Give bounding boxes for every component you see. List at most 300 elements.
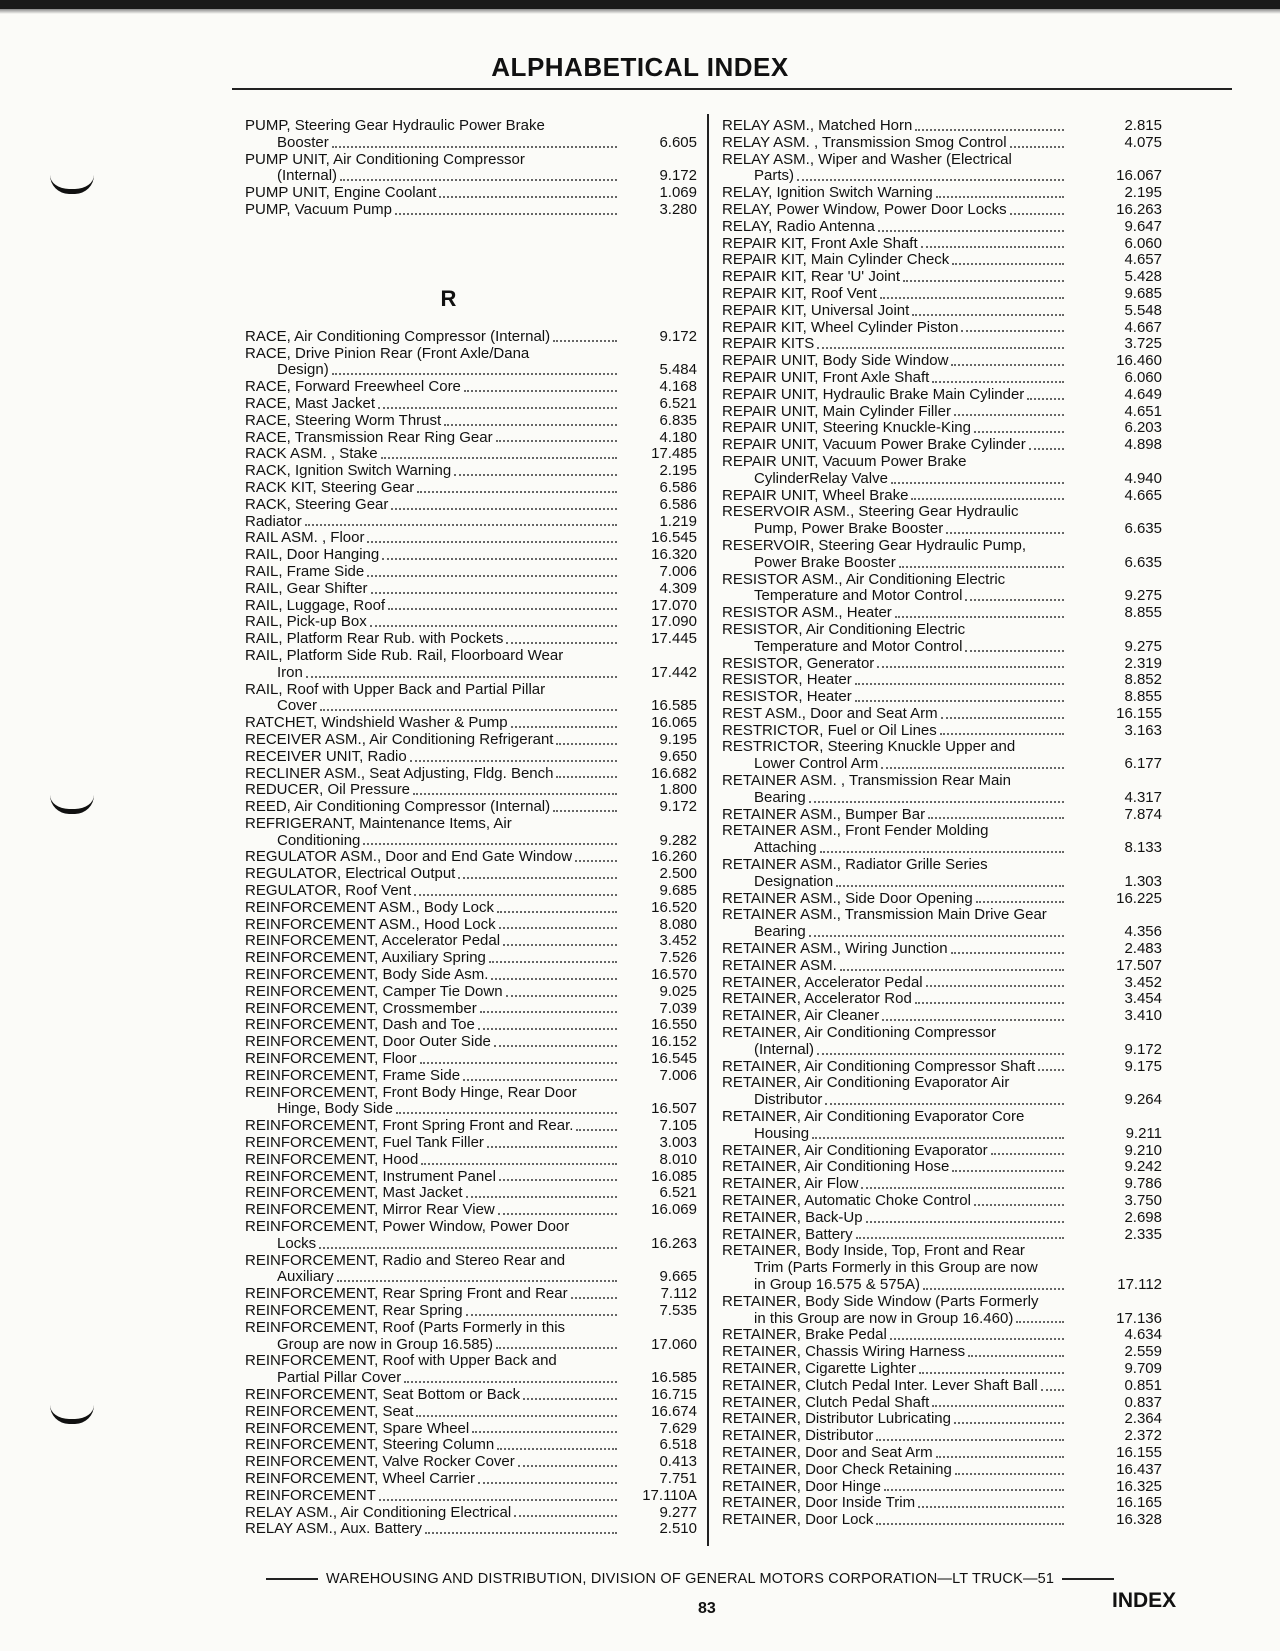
entry-page-ref: 6.177 (1124, 755, 1162, 773)
entry-page-ref: 3.454 (1124, 990, 1162, 1008)
entry-page-ref: 16.674 (651, 1402, 697, 1420)
entry-text: Bearing (754, 923, 806, 941)
entry-page-ref: 9.172 (659, 798, 697, 816)
entry-page-ref: 6.635 (1124, 553, 1162, 571)
index-entry (722, 538, 1162, 555)
dot-leader (940, 733, 1064, 735)
entry-text: RETAINER, Door Inside Trim (722, 1494, 916, 1512)
dot-leader (480, 1011, 617, 1013)
entry-text: Locks (277, 1234, 317, 1252)
dot-leader (932, 1405, 1064, 1407)
entry-page-ref: 17.112 (1117, 1275, 1162, 1293)
entry-page-ref: 9.172 (659, 167, 697, 185)
entry-page-ref: 16.545 (651, 1050, 697, 1068)
entry-page-ref: 9.685 (1124, 284, 1162, 302)
entry-text: REINFORCEMENT, Body Side Asm. (245, 966, 489, 984)
entry-text: Hinge, Body Side (277, 1100, 393, 1118)
entry-text: Temperature and Motor Control (754, 587, 963, 605)
index-entry (722, 1042, 1162, 1059)
dot-leader (974, 1204, 1064, 1206)
entry-page-ref: 8.080 (659, 915, 697, 933)
entry-page-ref: 2.372 (1124, 1427, 1162, 1445)
entry-page-ref: 4.075 (1124, 133, 1162, 151)
index-entry (722, 1227, 1162, 1244)
index-entry (245, 749, 697, 766)
index-entry (722, 1411, 1162, 1428)
entry-text: REINFORCEMENT, Wheel Carrier (245, 1469, 476, 1487)
entry-page-ref: 5.428 (1124, 268, 1162, 286)
index-entry (245, 1370, 697, 1387)
dot-leader (965, 599, 1064, 601)
entry-page-ref: 2.483 (1124, 940, 1162, 958)
dot-leader (506, 995, 617, 997)
entry-text: Temperature and Motor Control (754, 637, 963, 655)
index-entry (722, 1512, 1162, 1529)
index-entry (245, 1337, 697, 1354)
index-entry (722, 975, 1162, 992)
entry-text: RETAINER, Clutch Pedal Shaft (722, 1393, 930, 1411)
entry-page-ref: 6.586 (659, 478, 697, 496)
dot-leader (410, 760, 617, 762)
dot-leader (936, 1456, 1064, 1458)
entry-text: RESISTOR ASM., Air Conditioning Electric (722, 570, 1006, 588)
index-entry (722, 622, 1162, 639)
entry-text: REPAIR UNIT, Main Cylinder Filler (722, 402, 951, 420)
dot-leader (391, 508, 617, 510)
index-entry (722, 555, 1162, 572)
dot-leader (932, 381, 1064, 383)
dot-leader (425, 1532, 617, 1534)
entry-page-ref: 7.105 (659, 1117, 697, 1135)
dot-leader (499, 927, 617, 929)
entry-page-ref: 9.264 (1124, 1091, 1162, 1109)
entry-text: RACK, Steering Gear (245, 495, 389, 513)
index-entry (722, 1294, 1162, 1311)
index-entry (722, 336, 1162, 353)
dot-leader (965, 650, 1064, 652)
index-entry (722, 286, 1162, 303)
index-entry (722, 488, 1162, 505)
index-entry (245, 833, 697, 850)
entry-page-ref: 6.203 (1124, 419, 1162, 437)
index-entry (722, 991, 1162, 1008)
index-entry (722, 739, 1162, 756)
dot-leader (974, 431, 1064, 433)
index-entry (245, 152, 697, 169)
index-entry (245, 202, 697, 219)
dot-leader (903, 280, 1064, 282)
entry-text: RACE, Drive Pinion Rear (Front Axle/Dana (245, 344, 530, 362)
dot-leader (936, 196, 1064, 198)
index-entry (722, 756, 1162, 773)
entry-text: RETAINER ASM., Bumper Bar (722, 805, 926, 823)
dot-leader (417, 491, 617, 493)
index-entry (245, 1135, 697, 1152)
entry-page-ref: 6.060 (1124, 234, 1162, 252)
scan-top-shadow (0, 9, 1280, 14)
dot-leader (915, 129, 1064, 131)
entry-text: RETAINER ASM., Transmission Main Drive Gear (722, 906, 1047, 924)
index-entry (722, 723, 1162, 740)
dot-leader (954, 1422, 1064, 1424)
entry-page-ref: 16.437 (1116, 1460, 1162, 1478)
entry-page-ref: 8.855 (1124, 604, 1162, 622)
index-entry (722, 471, 1162, 488)
dot-leader (861, 1187, 1064, 1189)
dot-leader (553, 810, 617, 812)
index-entry (245, 883, 697, 900)
dot-leader (421, 1163, 617, 1165)
entry-text: REPAIR UNIT, Body Side Window (722, 352, 949, 370)
page-number: 83 (698, 1600, 716, 1617)
entry-text: REINFORCEMENT, Frame Side (245, 1066, 461, 1084)
dot-leader (497, 911, 617, 913)
index-entry (245, 547, 697, 564)
entry-text: RESTRICTOR, Fuel or Oil Lines (722, 721, 937, 739)
entry-page-ref: 3.750 (1124, 1192, 1162, 1209)
index-entry (722, 1395, 1162, 1412)
index-entry (722, 1462, 1162, 1479)
index-entry (722, 1059, 1162, 1076)
index-entry (722, 521, 1162, 538)
entry-text: RETAINER ASM. , Transmission Rear Main (722, 772, 1011, 790)
index-entry (245, 766, 697, 783)
dot-leader (809, 801, 1064, 803)
dot-leader (797, 179, 1064, 181)
entry-text: REINFORCEMENT, Instrument Panel (245, 1167, 496, 1185)
dot-leader (514, 1515, 617, 1517)
entry-page-ref: 2.698 (1124, 1208, 1162, 1226)
dot-leader (915, 1002, 1064, 1004)
index-entry (245, 1421, 697, 1438)
entry-page-ref: 6.586 (659, 495, 697, 513)
dot-leader (880, 297, 1064, 299)
entry-page-ref: 6.605 (659, 133, 697, 151)
entry-page-ref: 4.898 (1124, 436, 1162, 454)
index-entry (245, 1521, 697, 1538)
entry-text: RAIL, Platform Rear Rub. with Pockets (245, 630, 504, 648)
index-entry (722, 1143, 1162, 1160)
index-entry (245, 480, 697, 497)
entry-text: REINFORCEMENT, Fuel Tank Filler (245, 1134, 484, 1152)
entry-text: RETAINER, Air Conditioning Evaporator (722, 1141, 988, 1159)
dot-leader (921, 246, 1064, 248)
entry-text: REINFORCEMENT, Camper Tie Down (245, 982, 503, 1000)
entry-text: RETAINER ASM., Wiring Junction (722, 940, 948, 958)
entry-text: Design) (277, 361, 329, 379)
entry-text: REINFORCEMENT, Front Spring Front and Rear. (245, 1117, 574, 1135)
dot-leader (506, 642, 617, 644)
entry-page-ref: 16.682 (651, 764, 697, 782)
index-entry (722, 857, 1162, 874)
entry-text: PUMP, Steering Gear Hydraulic Power Brake (245, 117, 545, 134)
dot-leader (337, 1280, 617, 1282)
entry-text: RETAINER, Air Conditioning Hose (722, 1158, 950, 1176)
index-entry (722, 437, 1162, 454)
dot-leader (464, 390, 617, 392)
index-entry (722, 958, 1162, 975)
dot-leader (1038, 1069, 1064, 1071)
index-entry (245, 446, 697, 463)
dot-leader (388, 608, 617, 610)
entry-page-ref: 7.874 (1124, 805, 1162, 823)
entry-page-ref: 17.060 (651, 1335, 697, 1353)
entry-page-ref: 16.225 (1116, 889, 1162, 907)
entry-page-ref: 0.851 (1124, 1376, 1162, 1394)
index-entry (722, 1075, 1162, 1092)
dot-leader (825, 1103, 1064, 1105)
entry-text: RELAY, Radio Antenna (722, 217, 875, 235)
entry-page-ref: 8.855 (1124, 688, 1162, 706)
dot-leader (499, 1179, 617, 1181)
entry-page-ref: 7.039 (659, 999, 697, 1017)
entry-page-ref: 16.585 (651, 1369, 697, 1387)
entry-page-ref: 4.168 (659, 378, 697, 396)
entry-text: RACE, Transmission Rear Ring Gear (245, 428, 493, 446)
entry-text: Designation (754, 872, 834, 890)
index-entry (722, 1277, 1162, 1294)
entry-text: REINFORCEMENT, Spare Wheel (245, 1419, 470, 1437)
entry-text: RELAY ASM., Matched Horn (722, 117, 913, 134)
index-entry (722, 236, 1162, 253)
entry-text: RAIL, Luggage, Roof (245, 596, 386, 614)
entry-page-ref: 4.667 (1124, 318, 1162, 336)
entry-text: REINFORCEMENT, Seat (245, 1402, 414, 1420)
index-entry (245, 1387, 697, 1404)
entry-text: RAIL, Platform Side Rub. Rail, Floorboard Wear (245, 646, 564, 664)
entry-text: RETAINER, Accelerator Pedal (722, 973, 923, 991)
entry-text: REINFORCEMENT, Seat Bottom or Back (245, 1385, 521, 1403)
entry-page-ref: 16.065 (651, 714, 697, 732)
dot-leader (370, 625, 617, 627)
entry-text: Group are now in Group 16.585) (277, 1335, 493, 1353)
entry-page-ref: 8.010 (659, 1150, 697, 1168)
dot-leader (1029, 448, 1064, 450)
index-entry (245, 715, 697, 732)
entry-page-ref: 16.520 (651, 898, 697, 916)
entry-page-ref: 6.835 (659, 411, 697, 429)
dot-leader (890, 1338, 1064, 1340)
index-entry (245, 1353, 697, 1370)
entry-page-ref: 5.484 (659, 361, 697, 379)
entry-text: REED, Air Conditioning Compressor (Internal) (245, 798, 551, 816)
entry-text: REINFORCEMENT, Rear Spring Front and Rear (245, 1285, 568, 1303)
entry-page-ref: 9.275 (1124, 637, 1162, 655)
index-entry (722, 1109, 1162, 1126)
index-entry (245, 1286, 697, 1303)
entry-text: RACE, Mast Jacket (245, 394, 376, 412)
entry-text: RETAINER, Clutch Pedal Inter. Lever Shaft Ball (722, 1376, 1038, 1394)
entry-text: RETAINER, Body Inside, Top, Front and Rear (722, 1242, 1025, 1260)
entry-text: Attaching (754, 839, 817, 857)
entry-text: REINFORCEMENT ASM., Hood Lock (245, 915, 496, 933)
entry-page-ref: 17.090 (651, 613, 697, 631)
entry-text: REINFORCEMENT, Radio and Stereo Rear and (245, 1251, 566, 1269)
index-entry (245, 514, 697, 531)
entry-text: RAIL, Gear Shifter (245, 579, 368, 597)
dot-leader (576, 1129, 617, 1131)
index-entry (245, 135, 697, 152)
page-title: ALPHABETICAL INDEX (491, 52, 789, 82)
entry-text: REPAIR UNIT, Wheel Brake (722, 486, 909, 504)
index-entry (245, 463, 697, 480)
index-entry (245, 631, 697, 648)
entry-page-ref: 6.521 (659, 394, 697, 412)
dot-leader (466, 1196, 617, 1198)
entry-text: REPAIR UNIT, Steering Knuckle-King (722, 419, 971, 437)
entry-text: RAIL, Door Hanging (245, 546, 380, 564)
entry-text: REPAIR UNIT, Front Axle Shaft (722, 368, 930, 386)
dot-leader (523, 1398, 617, 1400)
entry-page-ref: 7.751 (659, 1469, 697, 1487)
dot-leader (1010, 146, 1064, 148)
index-entry (245, 1269, 697, 1286)
index-entry (722, 118, 1162, 135)
dot-leader (878, 230, 1064, 232)
entry-text: RETAINER, Door Hinge (722, 1477, 881, 1495)
entry-text: Pump, Power Brake Booster (754, 520, 944, 538)
dot-leader (976, 901, 1064, 903)
dot-leader (911, 498, 1064, 500)
entry-text: (Internal) (754, 1040, 815, 1058)
entry-page-ref: 8.852 (1124, 671, 1162, 689)
entry-text: REFRIGERANT, Maintenance Items, Air (245, 814, 512, 832)
entry-text: RACK KIT, Steering Gear (245, 478, 415, 496)
entry-page-ref: 16.328 (1116, 1511, 1162, 1529)
index-entry (245, 379, 697, 396)
dot-leader (1041, 1389, 1064, 1391)
index-entry (722, 387, 1162, 404)
entry-page-ref: 17.136 (1116, 1309, 1162, 1327)
dot-leader (571, 1297, 617, 1299)
dot-leader (305, 524, 617, 526)
entry-text: Distributor (754, 1091, 823, 1109)
dot-leader (363, 843, 617, 845)
entry-page-ref: 2.195 (659, 462, 697, 480)
index-entry (722, 185, 1162, 202)
entry-text: REGULATOR, Roof Vent (245, 882, 412, 900)
entry-text: PUMP UNIT, Engine Coolant (245, 184, 437, 202)
index-entry (245, 950, 697, 967)
entry-page-ref: 9.210 (1124, 1141, 1162, 1159)
entry-page-ref: 16.545 (651, 529, 697, 547)
entry-text: Partial Pillar Cover (277, 1369, 402, 1387)
index-entry (722, 370, 1162, 387)
index-entry (245, 1303, 697, 1320)
entry-page-ref: 9.025 (659, 982, 697, 1000)
index-entry (245, 1253, 697, 1270)
binder-hole-mark (50, 1405, 94, 1424)
entry-page-ref: 3.452 (659, 932, 697, 950)
entry-text: RAIL, Pick-up Box (245, 613, 367, 631)
index-entry (245, 168, 697, 185)
dot-leader (466, 1314, 617, 1316)
entry-page-ref: 1.219 (659, 512, 697, 530)
entry-text: RATCHET, Windshield Washer & Pump (245, 714, 508, 732)
dot-leader (496, 440, 617, 442)
index-entry (722, 1378, 1162, 1395)
index-entry (245, 1152, 697, 1169)
dot-leader (895, 616, 1064, 618)
entry-page-ref: 8.133 (1124, 839, 1162, 857)
dot-leader (556, 776, 617, 778)
entry-page-ref: 17.445 (651, 630, 697, 648)
entry-text: RACE, Air Conditioning Compressor (Internal) (245, 327, 551, 345)
entry-page-ref: 16.585 (651, 697, 697, 715)
entry-text: REINFORCEMENT, Steering Column (245, 1436, 495, 1454)
entry-text: REINFORCEMENT, Crossmember (245, 999, 477, 1017)
entry-text: REPAIR KIT, Universal Joint (722, 301, 910, 319)
dot-leader (840, 969, 1064, 971)
index-entry (722, 1311, 1162, 1328)
title-rule (232, 88, 1232, 90)
entry-text: RACK ASM. , Stake (245, 445, 378, 463)
index-entry (722, 605, 1162, 622)
index-entry (722, 1344, 1162, 1361)
entry-page-ref: 7.629 (659, 1419, 697, 1437)
dot-leader (463, 1079, 617, 1081)
index-entry (722, 1445, 1162, 1462)
index-entry (245, 1051, 697, 1068)
section-letter: R (440, 285, 457, 311)
footer-dash-right (1062, 1578, 1114, 1580)
dot-leader (809, 935, 1064, 937)
index-entry (722, 840, 1162, 857)
entry-page-ref: 9.172 (1124, 1040, 1162, 1058)
entry-text: REINFORCEMENT, Auxiliary Spring (245, 949, 486, 967)
index-entry (245, 1034, 697, 1051)
entry-page-ref: 1.800 (659, 781, 697, 799)
dot-leader (817, 347, 1064, 349)
footer-dash-left (266, 1578, 318, 1580)
entry-page-ref: 16.320 (651, 546, 697, 564)
dot-leader (951, 952, 1064, 954)
entry-page-ref: 17.070 (651, 596, 697, 614)
dot-leader (812, 1137, 1064, 1139)
entry-text: REPAIR KITS (722, 335, 815, 353)
dot-leader (556, 743, 617, 745)
index-entry (245, 866, 697, 883)
index-entry (722, 924, 1162, 941)
dot-leader (306, 676, 617, 678)
entry-page-ref: 3.452 (1124, 973, 1162, 991)
entry-page-ref: 9.211 (1125, 1124, 1162, 1142)
entry-text: Conditioning (277, 831, 361, 849)
entry-page-ref: 3.725 (1124, 335, 1162, 353)
entry-page-ref: 7.006 (659, 1066, 697, 1084)
dot-leader (961, 330, 1064, 332)
dot-leader (491, 978, 617, 980)
index-column-right (722, 118, 1162, 1529)
dot-leader (881, 767, 1064, 769)
dot-leader (420, 1062, 617, 1064)
dot-leader (472, 1431, 617, 1433)
dot-leader (899, 566, 1064, 568)
entry-page-ref: 4.634 (1124, 1326, 1162, 1344)
entry-text: REPAIR KIT, Wheel Cylinder Piston (722, 318, 959, 336)
dot-leader (319, 1247, 617, 1249)
index-entry (722, 252, 1162, 269)
dot-leader (416, 1415, 617, 1417)
entry-text: RETAINER, Body Side Window (Parts Formerly (722, 1292, 1039, 1310)
entry-text: CylinderRelay Valve (754, 469, 888, 487)
dot-leader (371, 592, 617, 594)
entry-text: Housing (754, 1124, 810, 1142)
dot-leader (855, 683, 1064, 685)
dot-leader (496, 1347, 617, 1349)
entry-text: REINFORCEMENT, Mast Jacket (245, 1184, 463, 1202)
entry-text: RELAY ASM. , Transmission Smog Control (722, 133, 1007, 151)
